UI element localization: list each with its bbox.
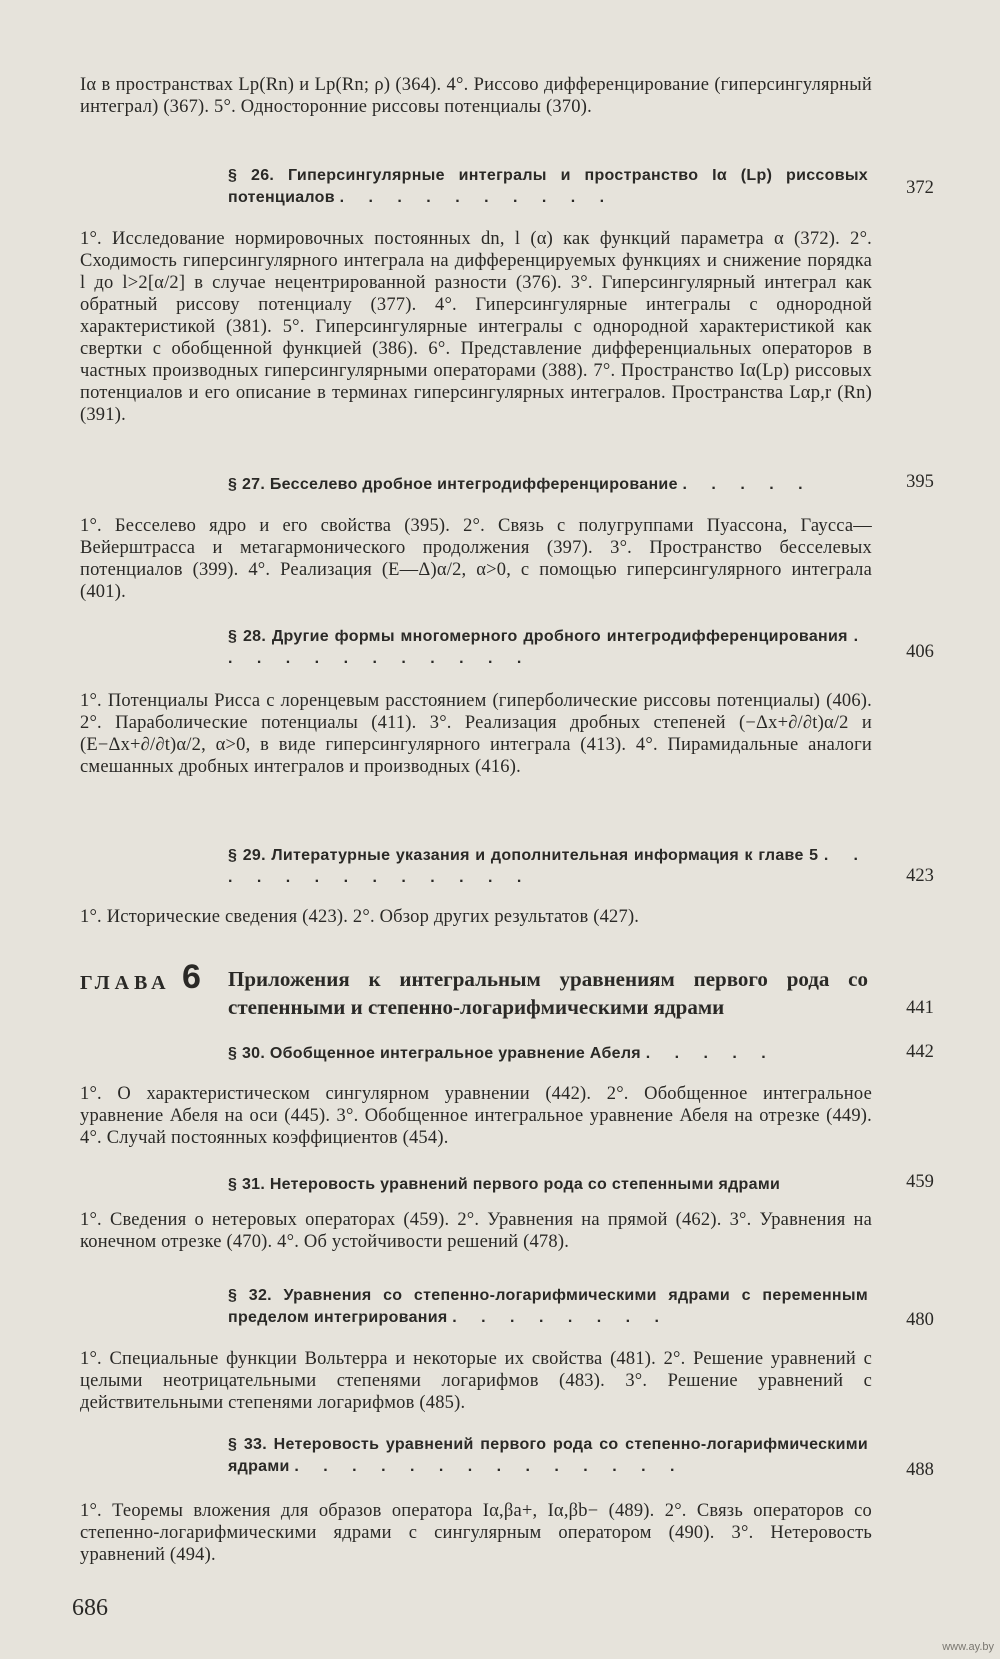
section-26-page: 372 [906,178,934,198]
section-27-body: 1°. Бесселево ядро и его свойства (395). 2°. Связь с полугруппами Пуассона, Гаусса—Вейерштрасса и метагармонического продолжения (397). 3°. Пространство бесселевых потенциалов (399). 4°. Реализация (E—Δ)α/2, α>0, с помощью гиперсингулярного интеграла (401). [80,516,872,602]
section-29-body: 1°. Исторические сведения (423). 2°. Обзор других результатов (427). [80,907,640,927]
chapter-page: 441 [906,998,934,1018]
section-33-title: § 33. Нетеровость уравнений первого рода со степенно-логарифмическими ядрами . . . . . . . . . . . . . . [228,1436,868,1475]
section-27-page: 395 [906,472,934,492]
chapter-number: 6 [182,958,201,996]
section-32-page: 480 [906,1310,934,1330]
section-27-title: § 27. Бесселево дробное интегродифференцирование . . . . . [228,476,813,493]
section-30-title: § 30. Обобщенное интегральное уравнение Абеля . . . . . [228,1045,776,1062]
chapter-title: Приложения к интегральным уравнениям первого рода со степенными и степенно-логарифмическими ядрами [228,967,868,1019]
section-30-body: 1°. О характеристическом сингулярном уравнении (442). 2°. Обобщенное интегральное уравнение Абеля на оси (445). 3°. Обобщенное интегральное уравнение Абеля на отрезке (449). 4°. Случай постоянных коэффициентов (454). [80,1084,872,1148]
section-31-title: § 31. Нетеровость уравнений первого рода со степенными ядрами [228,1176,781,1193]
watermark: www.ay.by [942,1641,994,1653]
section-31-body: 1°. Сведения о нетеровых операторах (459). 2°. Уравнения на прямой (462). 3°. Уравнения на конечном отрезке (470). 4°. Об устойчивости решений (478). [80,1210,872,1252]
section-28-body: 1°. Потенциалы Рисса с лоренцевым расстоянием (гиперболические риссовы потенциалы) (406). 2°. Параболические потенциалы (411). 3°. Реализация дробных степеней (−Δx+∂/∂t)α/2 и (E−Δx+∂/∂t)α/2, α>0, в виде гиперсингулярного интеграла (413). 4°. Пирамидальные аналоги смешанных дробных интегралов и производных (416). [80,691,872,777]
section-30-page: 442 [906,1042,934,1062]
section-33-page: 488 [906,1460,934,1480]
section-31-page: 459 [906,1172,934,1192]
section-29-title: § 29. Литературные указания и дополнительная информация к главе 5 . . . . . . . . . . . . . [228,847,869,886]
section-32-title: § 32. Уравнения со степенно-логарифмическими ядрами с переменным пределом интегрирования . . . . . . . . [228,1287,868,1326]
intro-paragraph: Iα в пространствах Lp(Rn) и Lp(Rn; ρ) (364). 4°. Риссово дифференцирование (гиперсингулярный интеграл) (367). 5°. Односторонние риссовы потенциалы (370). [80,75,872,117]
section-28-title: § 28. Другие формы многомерного дробного интегродифференцирования . . . . . . . . . . . . [228,628,869,667]
section-26-body: 1°. Исследование нормировочных постоянных dn, l (α) как функций параметра α (372). 2°. Сходимость гиперсингулярного интеграла на дифференцируемых функциях и снижение порядка l до l>2[α/2] в случае нецентрированной разности (376). 3°. Гиперсингулярный интеграл как обратный риссову потенциалу (377). 4°. Гиперсингулярные интегралы с однородной характеристикой (381). 5°. Гиперсингулярные интегралы с однородной характеристикой как свертки с обобщенной функцией (386). 6°. Представление дифференциальных операторов в частных производных гиперсингулярными операторами (388). 7°. Пространство Iα(Lp) риссовых потенциалов и его описание в терминах гиперсингулярных интегралов. Пространства Lαp,r (Rn) (391). [80,229,872,425]
section-32-body: 1°. Специальные функции Вольтерра и некоторые их свойства (481). 2°. Решение уравнений с целыми неотрицательными степенями логарифмов (483). 3°. Решение уравнений с действительными степенями логарифмов (485). [80,1349,872,1413]
section-26-title: § 26. Гиперсингулярные интегралы и пространство Iα (Lp) риссовых потенциалов . . . . . . . . . . [228,167,868,206]
chapter-label: ГЛАВА [80,972,171,994]
page-number: 686 [72,1595,108,1621]
section-29-page: 423 [906,866,934,886]
section-33-body: 1°. Теоремы вложения для образов оператора Iα,βa+, Iα,βb− (489). 2°. Связь операторов со степенно-логарифмическими ядрами с сингулярным оператором (490). 3°. Нетеровость уравнений (494). [80,1501,872,1565]
section-28-page: 406 [906,642,934,662]
